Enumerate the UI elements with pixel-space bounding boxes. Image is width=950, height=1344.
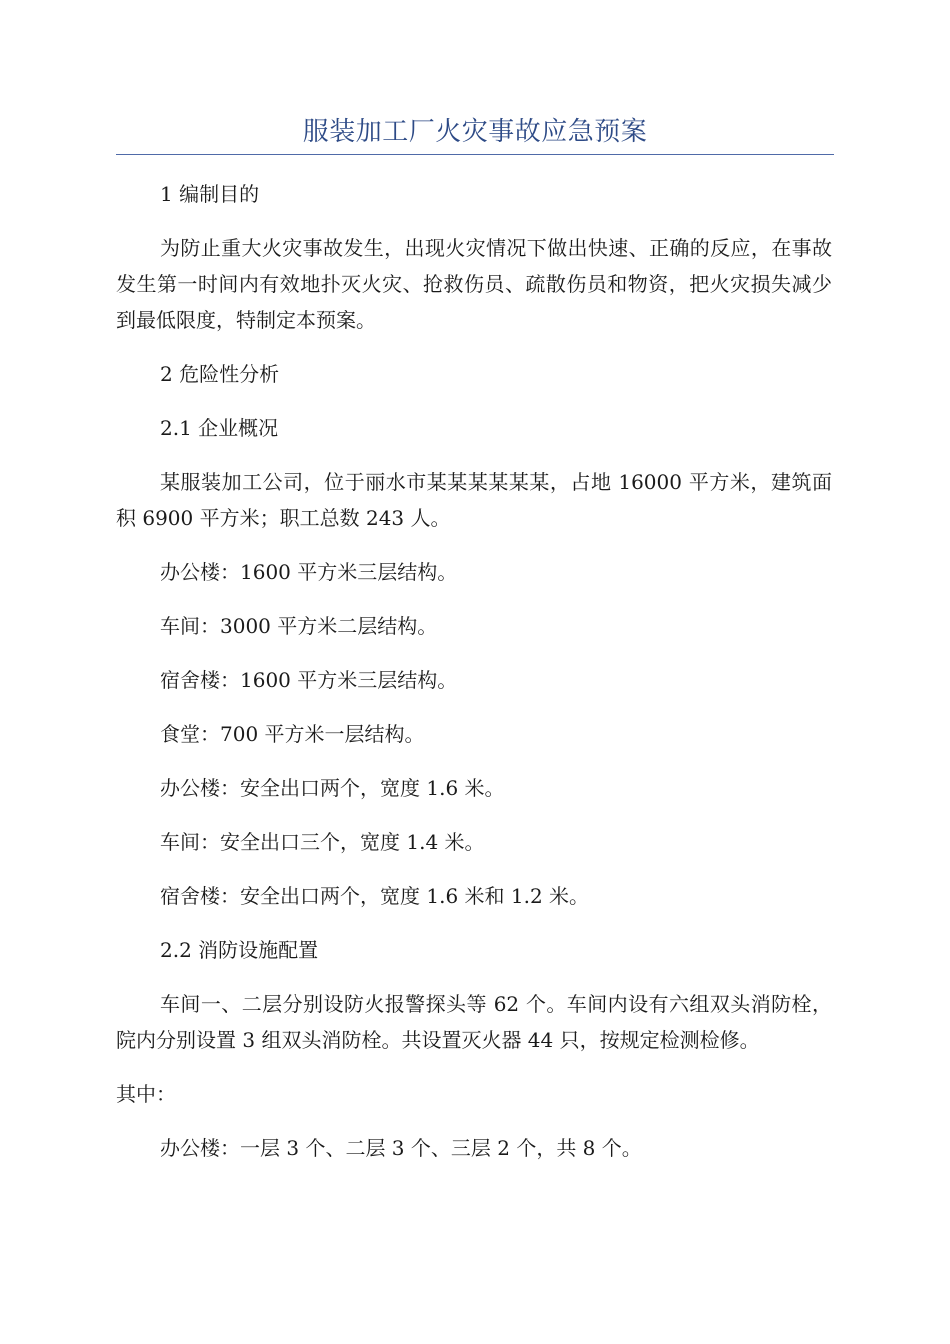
document-body bbox=[116, 176, 832, 1184]
paragraph-among-them: 其中： bbox=[116, 1082, 176, 1106]
subsection-heading-company-overview: 2.1 企业概况 bbox=[160, 416, 279, 440]
section-heading-risk-analysis: 2 危险性分析 bbox=[160, 362, 280, 386]
paragraph-office-extinguishers: 办公楼：一层 3 个、二层 3 个、三层 2 个，共 8 个。 bbox=[160, 1136, 642, 1160]
document-title: 服装加工厂火灾事故应急预案 bbox=[302, 117, 648, 147]
paragraph-company-overview: 某服装加工公司，位于丽水市某某某某某某，占地 16000 平方米，建筑面积 6900 平方米；职工总数 243 人。 bbox=[116, 470, 832, 530]
paragraph-workshop: 车间：3000 平方米二层结构。 bbox=[160, 614, 438, 638]
paragraph-fire-facilities: 车间一、二层分别设防火报警探头等 62 个。车间内设有六组双头消防栓，院内分别设置 3 组双头消防栓。共设置灭火器 44 只，按规定检测检修。 bbox=[116, 992, 832, 1052]
subsection-heading-fire-facilities: 2.2 消防设施配置 bbox=[160, 938, 319, 962]
paragraph-purpose: 为防止重大火灾事故发生，出现火灾情况下做出快速、正确的反应，在事故发生第一时间内有效地扑灭火灾、抢救伤员、疏散伤员和物资，把火灾损失减少到最低限度，特制定本预案。 bbox=[116, 236, 832, 332]
paragraph-workshop-exits: 车间：安全出口三个，宽度 1.4 米。 bbox=[160, 830, 485, 854]
section-heading-purpose: 1 编制目的 bbox=[160, 182, 260, 206]
paragraph-canteen: 食堂：700 平方米一层结构。 bbox=[160, 722, 425, 746]
paragraph-office-building: 办公楼：1600 平方米三层结构。 bbox=[160, 560, 458, 584]
paragraph-dormitory: 宿舍楼：1600 平方米三层结构。 bbox=[160, 668, 458, 692]
paragraph-dormitory-exits: 宿舍楼：安全出口两个，宽度 1.6 米和 1.2 米。 bbox=[160, 884, 590, 908]
paragraph-office-exits: 办公楼：安全出口两个，宽度 1.6 米。 bbox=[160, 776, 505, 800]
title-underline bbox=[116, 154, 834, 155]
